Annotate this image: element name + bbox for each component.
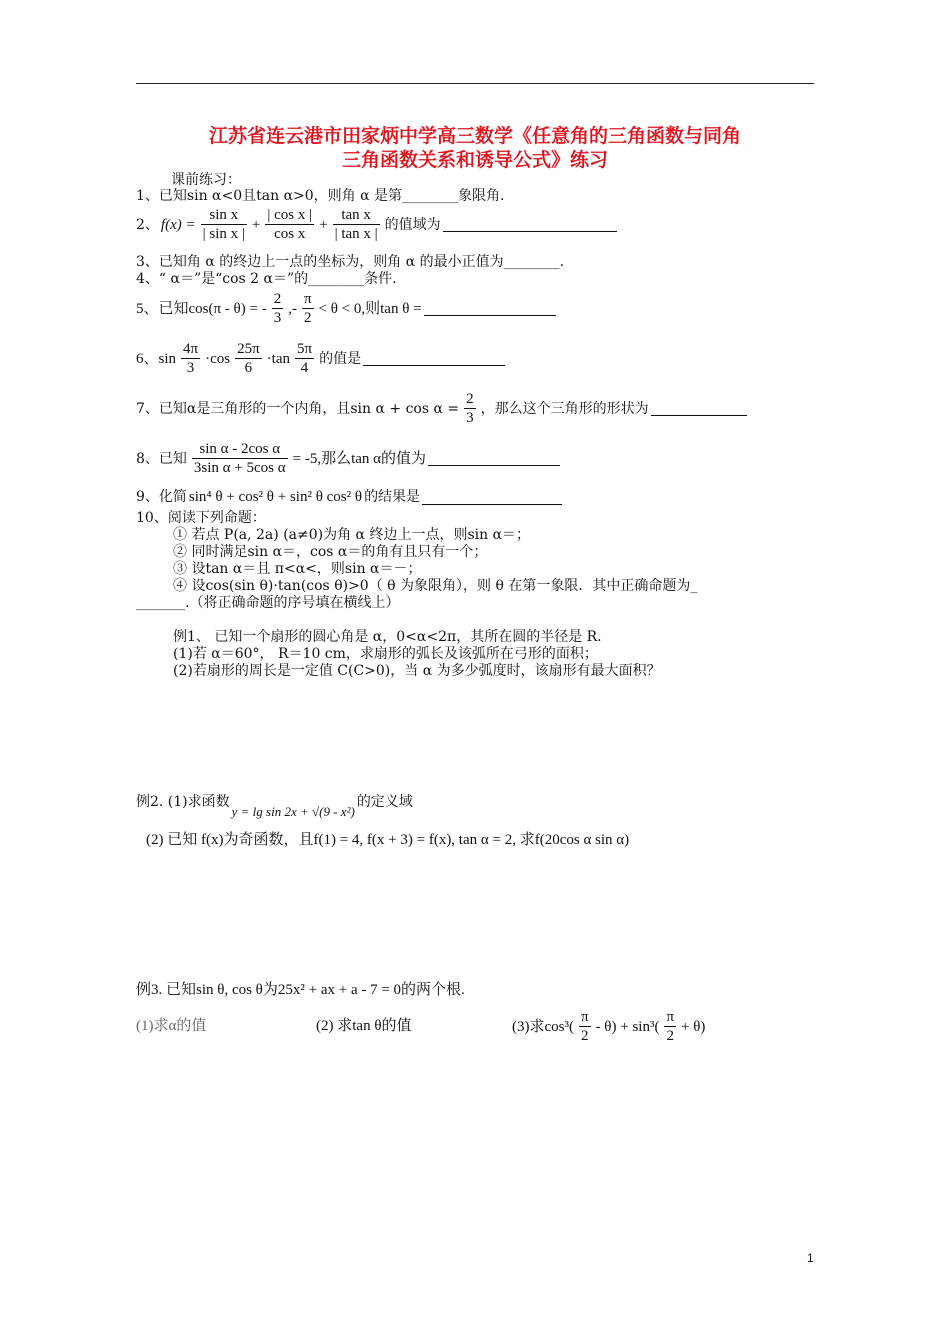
question-1: 1、已知sin α<0且tan α>0，则角 α 是第________象限角.	[136, 188, 505, 204]
q2-f2-den: cos x	[274, 226, 306, 242]
title-line-1: 江苏省连云港市田家炳中学高三数学《任意角的三角函数与同角	[208, 125, 741, 147]
q2-f1-num: sin x	[201, 206, 247, 225]
q5-tail: < θ < 0,则tan θ =	[318, 300, 422, 317]
q7-tail: ，那么这个三角形的形状为	[480, 400, 649, 417]
example-2-part-1	[136, 783, 413, 821]
example-1-part-1: (1)若 α＝60°， R＝10 cm，求扇形的弧长及该弧所在弓形的面积；	[173, 646, 598, 662]
title-line-2: 三角函数关系和诱导公式》练习	[341, 149, 608, 171]
q5-f1-den: 3	[273, 310, 282, 326]
q5-pre: 5、已知cos(π - θ) = -	[136, 300, 267, 317]
q6-a-den: 3	[186, 360, 195, 376]
q8-num: sin α - 2cos α	[192, 440, 288, 459]
ex3-f2-den: 2	[666, 1028, 674, 1044]
question-2: 2、 f(x) = $\frac{\text{sin x}}{\text{| sin x |}}$ + $\frac{\text{| cos x |}}{\text{cos x}}$ + $\frac{\text{tan x}}{\text{| tan x |}}$ 的值域为	[136, 206, 617, 243]
example-2-part-2: (2) 已知 f(x)为奇函数，且f(1) = 4, f(x + 3) = f(x), tan α = 2, 求f(20cos α sin α)	[146, 832, 630, 848]
q6-cos: ·cos	[205, 350, 231, 367]
example-3-part-3	[512, 1008, 705, 1045]
q2-number: 2、	[136, 216, 159, 233]
q6-b-den: 6	[244, 360, 253, 376]
q2-tail: 的值域为	[384, 216, 441, 233]
q9-answer-blank	[422, 490, 562, 505]
q6-answer-blank	[363, 351, 505, 366]
q2-fx: f(x) =	[160, 216, 196, 233]
q7-pre: 7、已知α是三角形的一个内角，且sin α + cos α =	[136, 400, 460, 417]
pre-class-heading: 课前练习：	[171, 172, 241, 188]
ex2-function: y = lg sin 2x + √(9 - x²)	[231, 804, 355, 819]
example-1-head: 例1、 已知一个扇形的圆心角是 α，0<α<2π，其所在圆的半径是 R.	[173, 629, 602, 645]
q6-c-num: 5π	[297, 341, 313, 357]
q5-f2-num: π	[303, 291, 312, 307]
ex3-f2-num: π	[666, 1009, 675, 1025]
question-9	[136, 488, 562, 506]
example-3-part-2: (2) 求tan θ的值	[316, 1018, 412, 1034]
question-6	[136, 340, 505, 377]
ex3-f1-num: π	[580, 1009, 589, 1025]
question-3: 3、已知角 α 的终边上一点的坐标为，则角 α 的最小正值为________.	[136, 254, 565, 270]
q6-tail: 的值是	[319, 350, 362, 367]
ex2-tail: 的定义域	[356, 794, 413, 810]
q9-pre: 9、化简	[136, 489, 187, 505]
q2-answer-blank	[443, 217, 617, 232]
q6-c-den: 4	[300, 360, 309, 376]
q8-answer-blank	[428, 451, 560, 466]
q10-item-1: ① 若点 P(a, 2a) (a≠0)为角 α 终边上一点，则sin α＝；	[173, 527, 531, 543]
q9-tail: 的结果是	[364, 489, 421, 505]
q5-mid: ,-	[288, 300, 297, 317]
q7-num: 2	[466, 391, 474, 407]
page-number: 1	[807, 1251, 814, 1265]
ex3-p3-tail: + θ)	[681, 1018, 706, 1035]
q9-expr: sin⁴ θ + cos² θ + sin² θ cos² θ	[188, 489, 363, 505]
q10-item-4: ④ 设cos(sin θ)·tan(cos θ)>0（ θ 为象限角），则 θ 在第一象限．其中正确命题为_	[173, 578, 698, 594]
ex3-p3-pre: (3)求cos³(	[512, 1018, 574, 1035]
top-rule	[136, 83, 814, 84]
q2-f3-den: | tan x |	[334, 226, 378, 242]
question-5	[136, 290, 556, 327]
q8-den: 3sin α + 5cos α	[193, 460, 286, 476]
q2-f3-num: tan x	[333, 206, 380, 225]
q8-pre: 8、已知	[136, 450, 187, 467]
example-3-part-1: (1)求α的值	[136, 1018, 207, 1034]
example-3-head: 例3. 已知sin θ, cos θ为25x² + ax + a - 7 = 0的两个根.	[136, 982, 465, 998]
q6-tan: ·tan	[266, 350, 290, 367]
question-4: 4、“ α＝”是“cos 2 α＝”的________条件.	[136, 271, 397, 287]
q6-pre: 6、sin	[136, 350, 177, 367]
example-1-part-2: (2)若扇形的周长是一定值 C(C>0)，当 α 为多少弧度时，该扇形有最大面积？	[173, 663, 661, 679]
q5-f1-num: 2	[273, 291, 282, 307]
q6-b-num: 25π	[237, 341, 260, 357]
q5-f2-den: 2	[303, 310, 312, 326]
question-10-head: 10、阅读下列命题：	[136, 510, 266, 526]
ex2-head: 例2. (1)求函数	[136, 794, 230, 810]
q6-a-num: 4π	[183, 341, 199, 357]
q5-answer-blank	[424, 301, 556, 316]
q10-item-2: ② 同时满足sin α＝，cos α＝的角有且只有一个；	[173, 544, 488, 560]
question-8	[136, 440, 560, 477]
q10-tail: _______.（将正确命题的序号填在横线上）	[136, 595, 400, 611]
ex3-f1-den: 2	[581, 1028, 589, 1044]
q8-tail: = -5,那么tan α的值为	[292, 450, 426, 467]
q2-f1-den: | sin x |	[202, 226, 245, 242]
question-7	[136, 390, 747, 427]
q10-item-3: ③ 设tan α＝且 π<α<，则sin α＝－；	[173, 561, 422, 577]
q2-f2-num: | cos x |	[267, 207, 313, 223]
q7-answer-blank	[651, 401, 747, 416]
q7-den: 3	[466, 410, 474, 426]
ex3-p3-mid: - θ) + sin³(	[595, 1018, 660, 1035]
